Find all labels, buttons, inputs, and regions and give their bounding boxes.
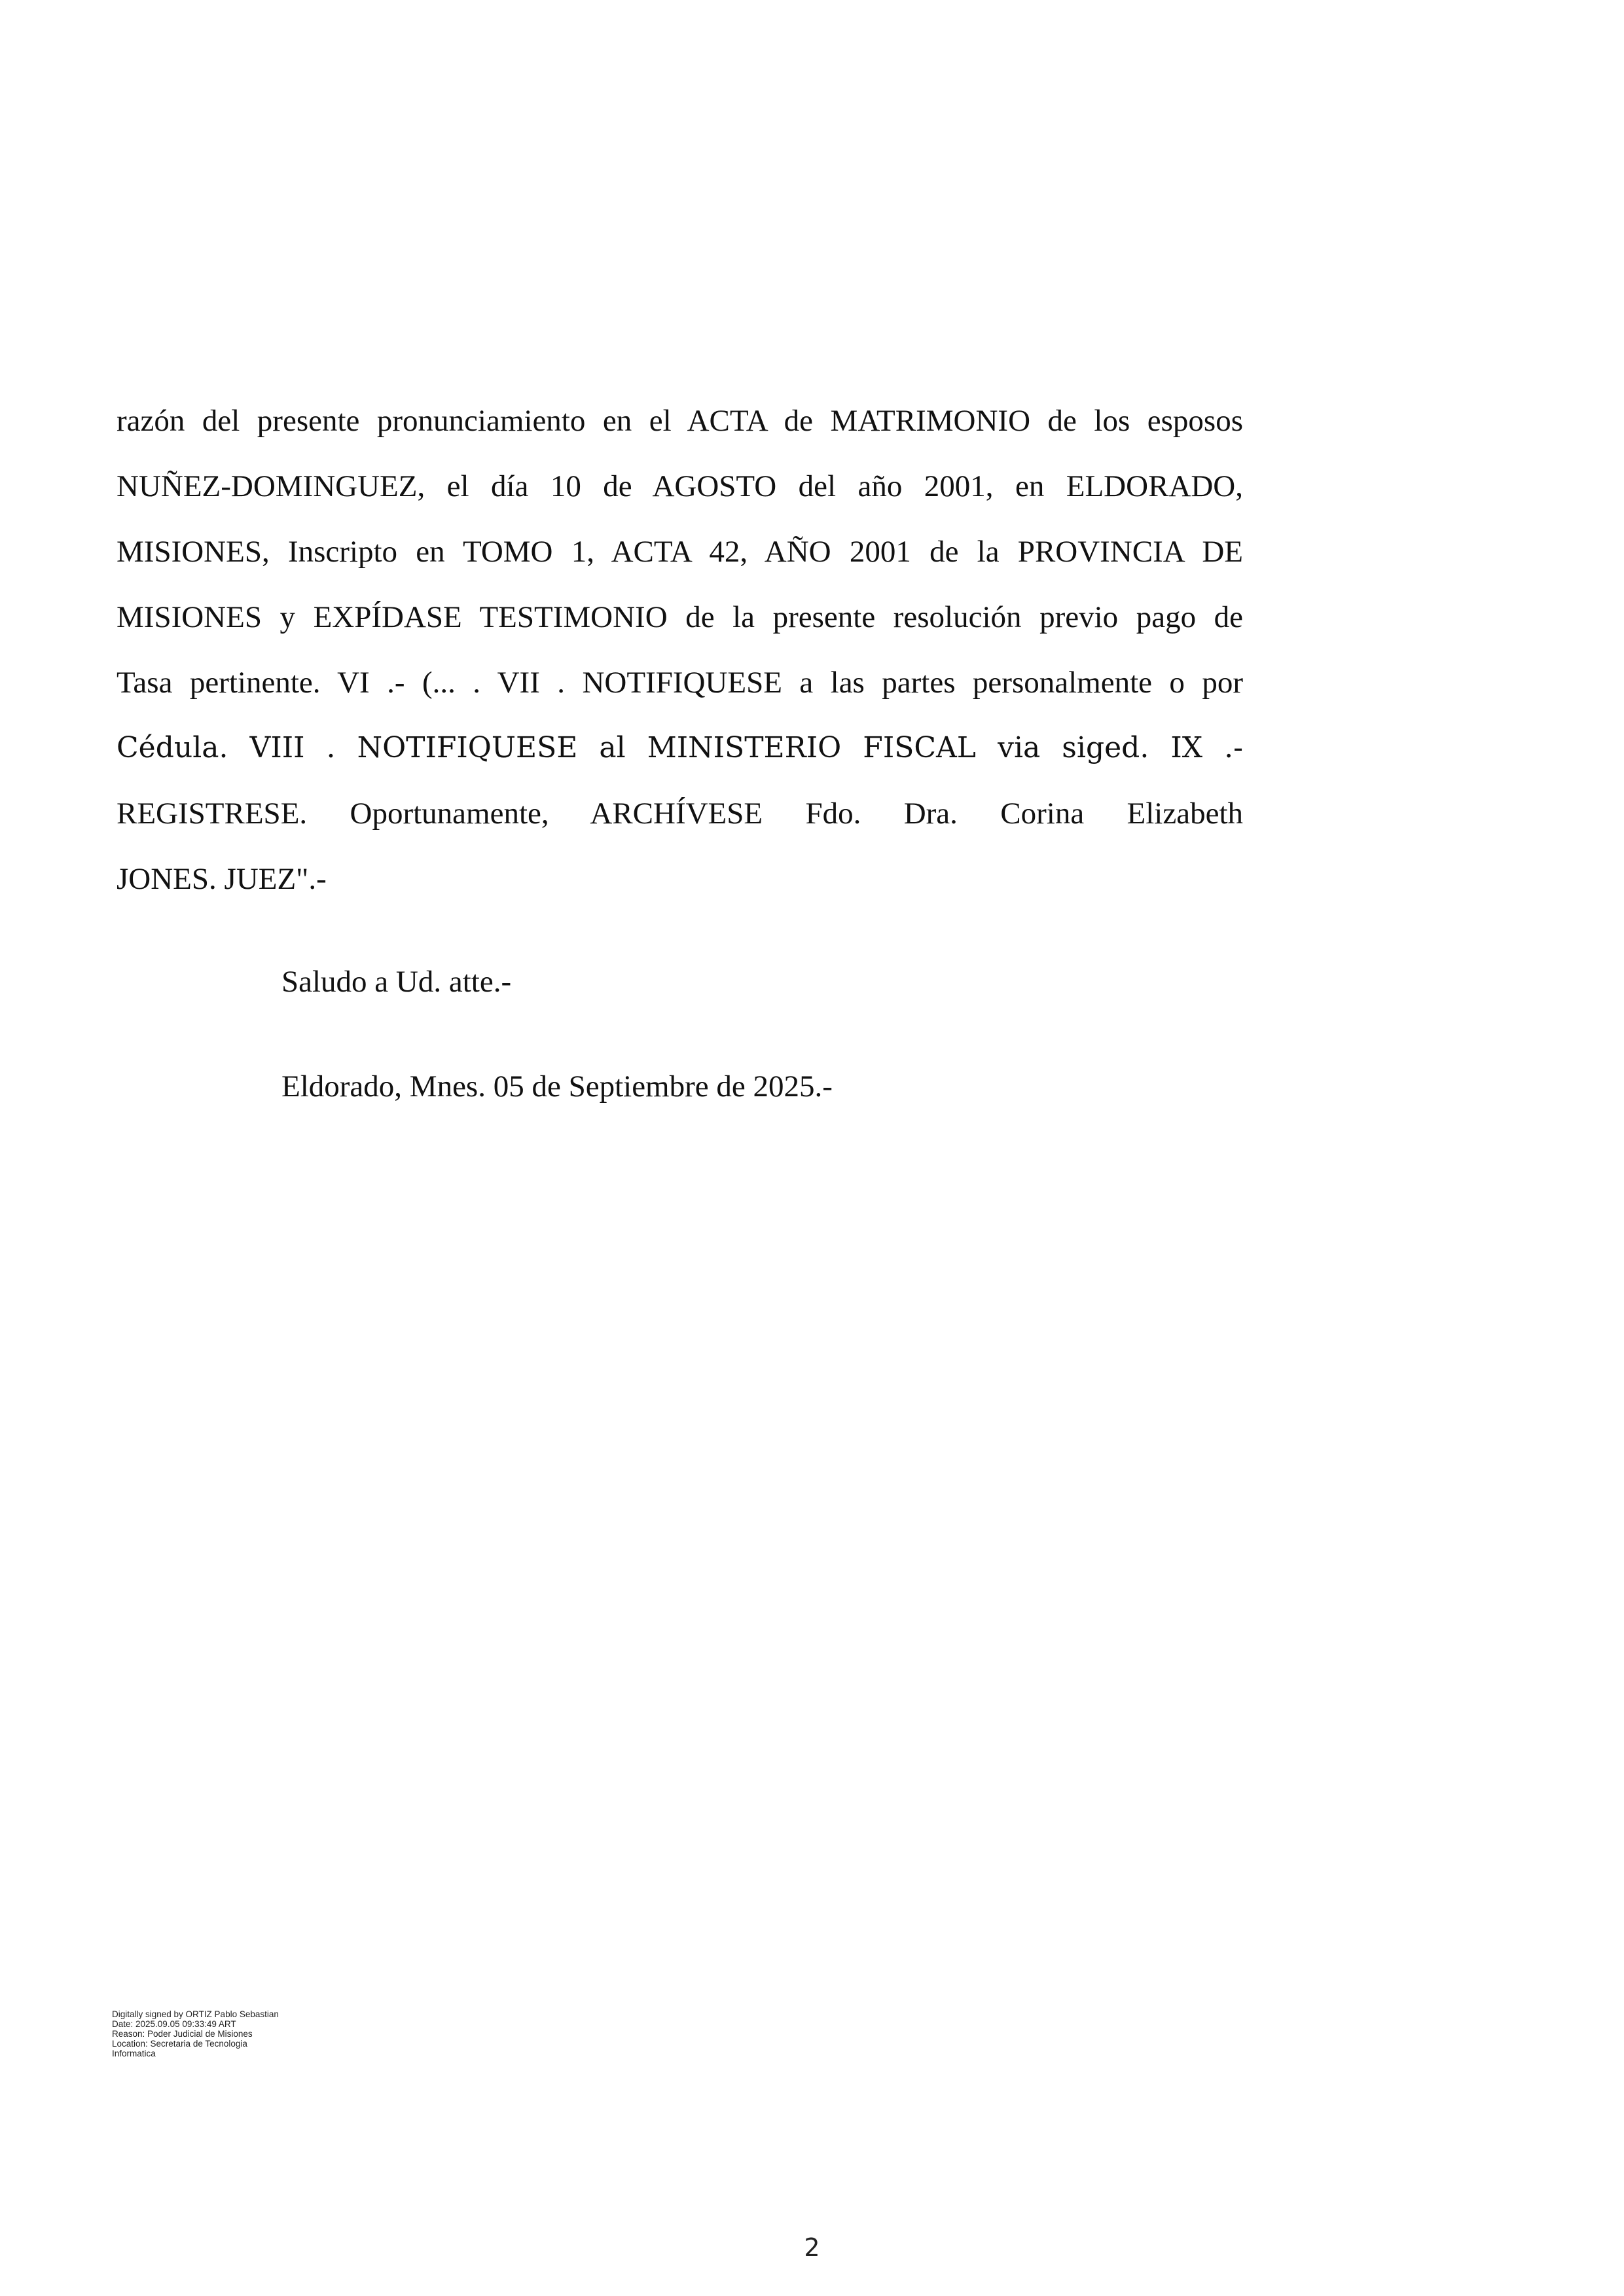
body-line-7: REGISTRESE. Oportunamente, ARCHÍVESE Fdo. Dra. Corina Elizabeth (117, 797, 1243, 831)
body-line-5: Tasa pertinente. VI .- (... . VII . NOTIFIQUESE a las partes personalmente o por (117, 666, 1243, 700)
page-number: 2 (804, 2233, 820, 2262)
signature-reason: Reason: Poder Judicial de Misiones (112, 2029, 253, 2039)
signature-date: Date: 2025.09.05 09:33:49 ART (112, 2019, 236, 2029)
body-line-6: Cédula. VIII . NOTIFIQUESE al MINISTERIO FISCAL via siged. IX .- (117, 731, 1243, 764)
digital-signature-block (112, 2009, 279, 2058)
body-line-2: NUÑEZ-DOMINGUEZ, el día 10 de AGOSTO del año 2001, en ELDORADO, (117, 469, 1243, 503)
place-and-date: Eldorado, Mnes. 05 de Septiembre de 2025.- (281, 1069, 833, 1103)
body-line-4: MISIONES y EXPÍDASE TESTIMONIO de la presente resolución previo pago de (117, 600, 1243, 634)
body-line-8: JONES. JUEZ".- (117, 862, 327, 896)
closing-greeting: Saludo a Ud. atte.- (281, 965, 512, 999)
body-line-3: MISIONES, Inscripto en TOMO 1, ACTA 42, AÑO 2001 de la PROVINCIA DE (117, 535, 1243, 569)
signature-location: Location: Secretaria de Tecnologia (112, 2039, 247, 2049)
signature-location-cont: Informatica (112, 2049, 156, 2058)
signature-signer: Digitally signed by ORTIZ Pablo Sebastian (112, 2009, 279, 2019)
body-line-1: razón del presente pronunciamiento en el ACTA de MATRIMONIO de los esposos (117, 404, 1243, 438)
